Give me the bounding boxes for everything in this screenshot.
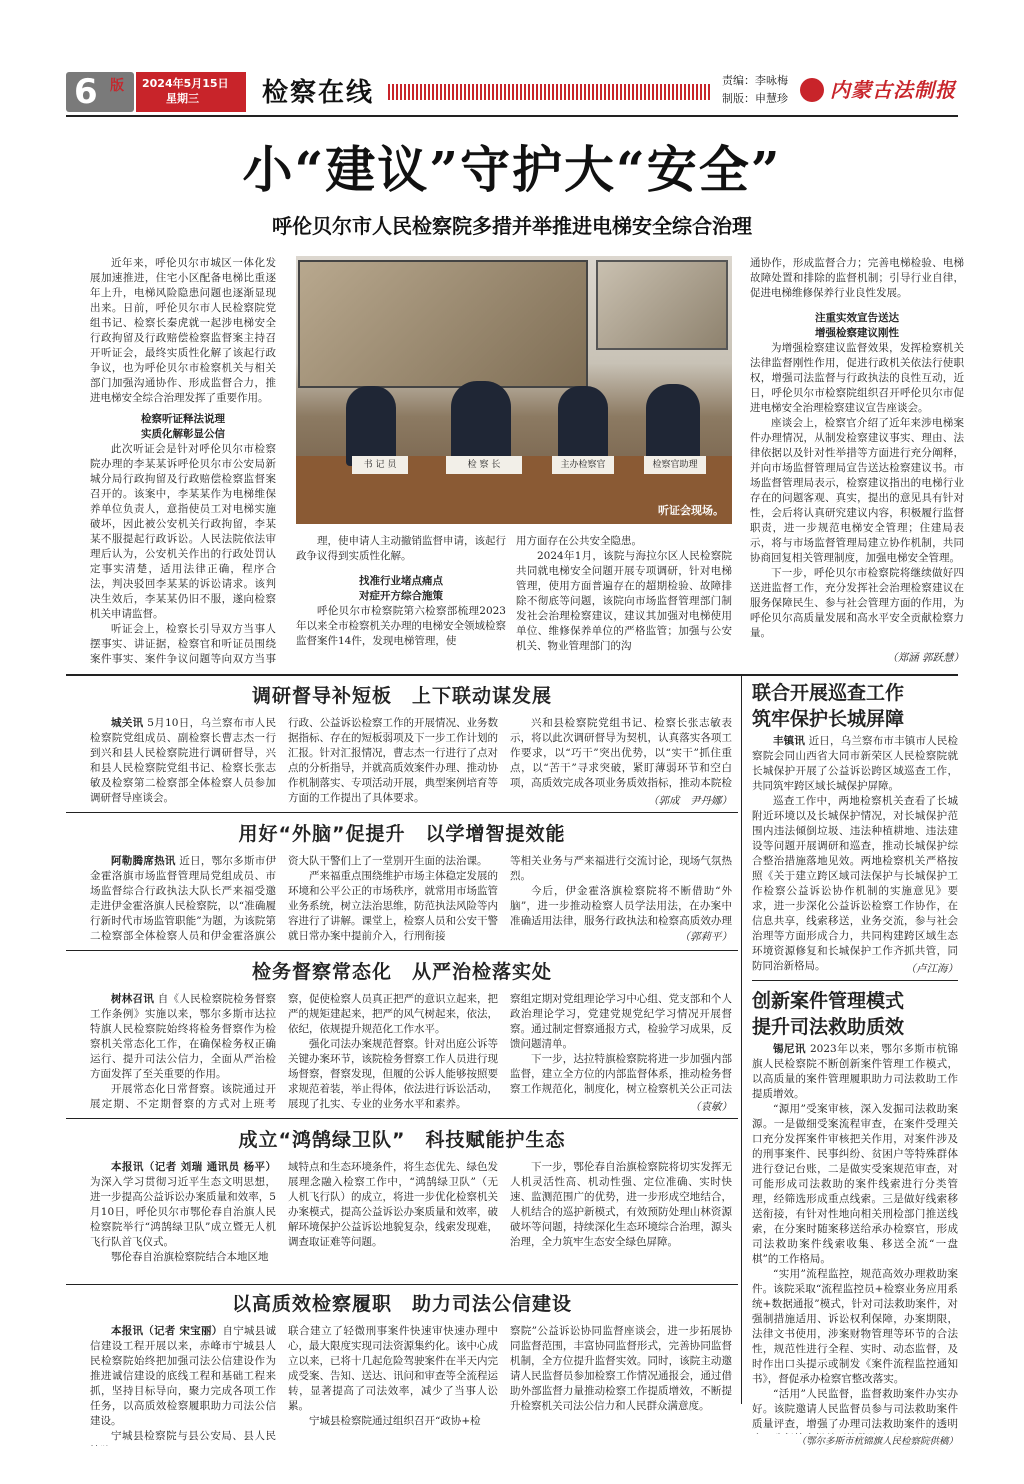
article-paragraph: 察，促使检察人员真正把严的意识立起来，把严的规矩建起来，把严的风气树起来，依法，依纪，依规提升规范化工作水平。 — [288, 993, 498, 1035]
photo-screen — [298, 260, 588, 388]
main-col-1 — [90, 256, 276, 666]
article-title: 用好“外脑”促提升 以学增智提效能 — [238, 823, 566, 845]
article-col — [288, 992, 498, 1112]
article-col — [510, 854, 732, 930]
issue-weekday: 星期三 — [166, 92, 199, 105]
article-byline: （袁敏） — [690, 1101, 732, 1113]
article-paragraph: 资大队干警们上了一堂别开生面的法治课。 — [288, 855, 488, 867]
article-paragraph — [90, 1324, 276, 1429]
article-col — [510, 716, 732, 792]
article-col — [288, 716, 498, 806]
nameplate: 检察官助理 — [644, 456, 706, 474]
header-stripe — [388, 84, 710, 100]
side-article-col — [752, 734, 958, 974]
side-article-byline: （卢江海） — [905, 963, 958, 975]
article-text: 为深入学习贯彻习近平生态文明思想，进一步提高公益诉讼办案质量和效率，5月10日，呼伦贝尔市鄂伦春自治旗人民检察院举行“鸿鹄绿卫队”成立暨无人机飞行队首飞仪式。 — [90, 1176, 276, 1248]
article-paragraph — [90, 992, 276, 1082]
article-paragraph: 宁城县检察院通过组织召开“政协+检 — [309, 1415, 481, 1427]
article-paragraph: 今后，伊金霍洛旗检察院将不断借助“外脑”，进一步推动检察人员学法用法，在办案中准确适用法律，服务行政执法和检察高质效办理 — [510, 885, 732, 927]
main-paragraph: 为增强检察建议监督效果，发挥检察机关法律监督刚性作用，促进行政机关依法行使职权，增强司法监督与行政执法的良性互动，近日，呼伦贝尔市检察院组织召开呼伦贝尔市促进电梯安全治理检察建议宣告座谈会。 — [750, 342, 964, 414]
producer-credit: 制版：申慧珍 — [722, 92, 788, 105]
side-article-title: 联合开展巡查工作 筑牢保护长城屏障 — [752, 682, 905, 730]
article-title: 以高质效检察履职 助力司法公信建设 — [231, 1293, 572, 1315]
article-title: 成立“鸿鹄绿卫队” 科技赋能护生态 — [238, 1129, 566, 1151]
article-paragraph: 宁城县检察院与县公安局、县人民 — [111, 1430, 276, 1442]
main-col-4 — [750, 256, 964, 651]
article-title: 调研督导补短板 上下联动谋发展 — [251, 685, 552, 707]
main-paragraph: 近年来，呼伦贝尔市城区一体化发展加速推进，住宅小区配备电梯比重逐年上升，电梯风险隐患问题也逐渐显现出来。日前，呼伦贝尔市人民检察院党组书记、检察长秦虎就一起涉电梯安全行政拘留及行政赔偿检察监督案主持召开听证会，最终实质性化解了该起行政争议，也为呼伦贝尔市检察机关与相关部门加强沟通协作、形成监督合力，推进电梯安全综合治理发挥了重要作用。 — [90, 257, 276, 404]
editor-credit: 责编：李咏梅 — [722, 74, 788, 87]
main-col-3 — [516, 534, 732, 666]
article-paragraph: 察组定期对党组理论学习中心组、党支部和个人政治理论学习，党建党规党纪学习情况开展督察。通过制定督察通报方式，检验学习成果，反馈问题清单。 — [510, 993, 732, 1050]
article-col — [90, 1324, 276, 1446]
article-paragraph: 联合建立了轻微刑事案件快速审快速办理中心，最大限度实现司法资源集约化。该中心成立以来，已将十几起危险驾驶案件在半天内完成受案、告知、送达、讯问和审查等全流程运转，显著提高了司法效率，减少了当事人讼累。 — [288, 1325, 498, 1412]
article-byline: （郭成 尹丹娜） — [648, 795, 732, 807]
main-paragraph: 下一步，呼伦贝尔市检察院将继续做好四送进监督工作，充分发挥社会治理检察建议在服务保障民生、参与社会管理方面的作用，为呼伦贝尔高质量发展和高水平安全贡献检察力量。 — [750, 567, 964, 639]
side-article-col — [752, 1042, 958, 1434]
page-label: 版 — [110, 78, 124, 94]
page-number: 6 — [74, 72, 98, 112]
page-number-badge — [66, 72, 134, 112]
article-paragraph — [752, 1042, 958, 1102]
article-paragraph: 下一步，达拉特旗检察院将进一步加强内部监督，建立全方位的内部监督体系，推动检务督察工作规范化，制度化，树立检察机关公正司法 — [510, 1053, 732, 1095]
main-subtitle: 呼伦贝尔市人民检察院多措并举推进电梯安全综合治理 — [272, 214, 752, 238]
article-paragraph — [90, 716, 276, 806]
nameplate: 检 察 长 — [446, 456, 522, 474]
header-editors — [722, 72, 788, 108]
article-col — [288, 854, 498, 944]
article-lead: 锡尼讯 — [773, 1043, 807, 1055]
article-paragraph: 严来福重点围绕维护市场主体稳定发展的环境和公平公正的市场秩序，就常用市场监管业务系统，树立法治思维，防范执法风险等内容进行了讲解。课堂上，检察人员和公安干警就日常办案中提前介入，行刑衔接 — [288, 870, 498, 942]
article-col — [510, 1324, 732, 1446]
article-text: 近日，鄂尔多斯市伊金霍洛旗市场监督管理局党组成员、市场监督综合行政执法大队长严来福受邀走进伊金霍洛旗人民检察院，以“准确履行新时代市场监管职能”为题，为该院第二检察部全体检察人员和伊金霍洛旗公 — [90, 855, 276, 942]
photo-person — [646, 384, 700, 466]
header-rule — [66, 115, 958, 117]
article-paragraph — [90, 1160, 276, 1250]
article-paragraph: 兴和县检察院党组书记、检察长张志敏表示，将以此次调研督导为契机，认真落实各项工作要求，以“巧干”突出优势，以“实干”抓住重点，以“苦干”寻求突破，紧盯薄弱环节和空白项，高质效完成各项业务质效指标，推动本院检 — [510, 717, 732, 789]
article-col — [90, 1160, 276, 1280]
nameplate: 主办检察官 — [552, 456, 614, 474]
photo-person — [558, 386, 608, 466]
article-lead: 本报讯（记者 刘瑞 通讯员 杨平） — [111, 1161, 276, 1173]
paper-name: 内蒙古法制报 — [830, 78, 956, 102]
article-col — [288, 1324, 498, 1446]
article-lead: 树林召讯 — [111, 993, 155, 1005]
article-paragraph: 行政、公益诉讼检察工作的开展情况、业务数据指标、存在的短板弱项及下一步工作计划的汇报。针对汇报情况，曹志杰一行进行了点对点的分析指导，并就高质效案件办理、推动协作机制落实、专项活动开展，典型案例培育等方面的工作提出了具体要求。 — [288, 717, 498, 804]
article-paragraph: “实用”流程监控，规范高效办理救助案件。该院采取“流程监控员+检察业务应用系统+数据通报”模式，针对司法救助案件，对强制措施适用、诉讼权利保障，办案期限，法律文书使用，涉案财物管理等环节的合法性，规范性进行全程、实时、动态监督，及时作出口头提示或制发《案件流程监控通知书》，督促承办检察官整改落实。 — [752, 1268, 958, 1385]
article-text: 2023年以来，鄂尔多斯市杭锦旗人民检察院不断创新案件管理工作模式，以高质量的案件管理履职助力司法救助工作提质增效。 — [752, 1043, 958, 1100]
main-col-2 — [296, 534, 506, 666]
article-paragraph: “活用”人民监督，监督救助案件办实办好。该院邀请人民监督员参与司法救助案件质量评查，增强了办理司法救助案件的透明 — [752, 1388, 958, 1430]
logo-mark-icon — [800, 78, 824, 102]
article-col — [90, 854, 276, 944]
photo-person — [451, 381, 511, 466]
article-paragraph — [752, 734, 958, 794]
nameplate: 书 记 员 — [352, 456, 408, 474]
date-box — [136, 72, 246, 112]
section-title: 检察在线 — [262, 78, 375, 108]
article-lead: 本报讯（记者 宋宝丽） — [111, 1325, 223, 1337]
subheading: 增强检察建议刚性 — [815, 327, 899, 339]
article-paragraph: 鄂伦春自治旗检察院结合本地区地 — [111, 1251, 269, 1263]
main-headline: 小“建议”守护大“安全” — [242, 140, 782, 199]
article-paragraph: 域特点和生态环境条件，将生态优先、绿色发展理念融入检察工作中，“鸿鹄绿卫队”（无人机飞行队）的成立，将进一步优化检察机关办案模式，提高公益诉讼办案质量和效率，破解环境保护公益诉讼地貌复杂，线索发现难，调查取证难等问题。 — [288, 1161, 498, 1248]
article-text: 自《人民检察院检务督察工作条例》实施以来，鄂尔多斯市达拉特旗人民检察院始终将检务督察作为检察机关常态化工作，在确保检务权正确运行、提升司法公信力，全面从严治检方面发挥了至关重要的作用。 — [90, 993, 276, 1080]
article-col — [510, 992, 732, 1098]
article-text: 自宁城县诚信建设工程开展以来，赤峰市宁城县人民检察院始终把加强司法公信建设作为推进诚信建设的底线工程和基础工程来抓，坚持目标导向，聚力完成各项工作任务，以高质效检察履职助力司法公信建设。 — [90, 1325, 276, 1427]
article-paragraph: 强化司法办案规范督察。针对出庭公诉等关键办案环节，该院检务督察工作人员进行现场督察，督察发现，但履的公诉人能够按照要求规范着装，举止得体，依法进行诉讼活动，展现了扎实、专业的业务水平和素养。 — [288, 1038, 498, 1110]
article-text: 5月10日，乌兰察布市人民检察院党组成员、副检察长曹志杰一行到兴和县人民检察院进行调研督导，兴和县人民检察院党组书记、检察长张志敏及检察第二检察部全体检察人员参加调研督导座谈会。 — [90, 717, 276, 804]
photo-person — [346, 386, 396, 466]
subheading: 检察听证释法说理 — [141, 413, 225, 425]
column-divider — [741, 676, 742, 1404]
paper-logo — [800, 72, 960, 108]
main-paragraph: 座谈会上，检察官介绍了近年来涉电梯案件办理情况，从制发检察建议事实、理由、法律依据以及针对性举措等方面进行充分阐释，并向市场监督管理局宣告送达检察建议书。市场监督管理局表示，检察建议指出的电梯行业存在的问题客观、真实，提出的意见具有针对性，会后将认真研究建议内容，积极履行监督职责，进一步规范电梯安全管理；住建局表示，将与市场监督管理局建立协作机制，共同协商回复相关管理制度，加强电梯安全管理。 — [750, 417, 964, 564]
article-rule — [752, 980, 958, 981]
article-text: 近日，乌兰察布市丰镇市人民检察院会同山西省大同市新荣区人民检察院就长城保护开展了公益诉讼跨区域巡查工作，共同筑牢跨区域长城保护屏障。 — [752, 735, 958, 792]
article-col — [288, 1160, 498, 1280]
article-lead: 阿勒腾席热讯 — [111, 855, 176, 867]
main-paragraph: 通协作，形成监督合力；完善电梯检验、电梯故障处置和排除的监督机制；引导行业自律，促进电梯维修保养行业良性发展。 — [750, 257, 964, 299]
article-paragraph: 察院”公益诉讼协同监督座谈会，进一步拓展协同监督范围，丰富协同监督形式，完善协同监督机制，全方位提升监督实效。同时，该院主动邀请人民监督员参加检察工作情况通报会，通过借助外部监督力量推动检察工作提质增效，不断提升检察机关司法公信力和人民群众满意度。 — [510, 1325, 732, 1412]
section-rule — [66, 674, 958, 676]
article-byline: （郭莉平） — [679, 931, 732, 943]
subheading: 实质化解彰显公信 — [141, 428, 225, 440]
article-paragraph: 下一步，鄂伦春自治旗检察院将切实发挥无人机灵活性高、机动性强、定位准确、实时快速、监测范围广的优势，进一步形成空地结合，人机结合的巡护新模式，有效预防处理山林资源破坏等问题，持续深化生态环境综合治理，源头治理，全力筑牢生态安全绿色屏障。 — [510, 1161, 732, 1248]
subheading: 注重实效宣告送达 — [815, 312, 899, 324]
article-lead: 丰镇讯 — [773, 735, 806, 747]
article-col — [90, 716, 276, 806]
main-byline: （郑涵 郭跃慧） — [887, 652, 964, 664]
hearing-photo — [296, 256, 732, 524]
main-paragraph: 听证会上，检察长引导双方当事人摆事实、讲证据，检察官和听证员围绕案件事实、案件争议问题等向双方当事 — [90, 623, 276, 665]
article-col — [510, 1160, 732, 1280]
article-paragraph — [90, 854, 276, 944]
subheading: 对症开方综合施策 — [359, 590, 443, 602]
main-paragraph: 2024年1月，该院与海拉尔区人民检察院共同就电梯安全问题开展专项调研，针对电梯管理，使用方面普遍存在的超期检验、故障排除不彻底等问题，该院向市场监督管理部门制发社会治理检察建议，建议其加强对电梯使用单位、维修保养单位的严格监管；加强与公安机关、物业管理部门的沟 — [516, 550, 732, 652]
article-rule — [66, 1284, 738, 1285]
article-paragraph: 巡查工作中，两地检察机关查看了长城附近环境以及长城保护情况，对长城保护范围内违法倾倒垃圾、违法种植耕地、违法建设等问题开展调研和巡查，推动长城保护综合整治措施落地见效。两地检察机关严格按照《关于建立跨区域司法保护与长城保护工作检察公益诉讼协作机制的实施意见》要求，进一步深化公益诉讼检察工作协作，在信息共享，线索移送，业务交流，参与社会治理等方面形成合力，共同构建跨区域生态环境资源修复和长城保护工作齐抓共管，同防同治新格局。 — [752, 795, 958, 972]
photo-screen-right — [596, 260, 728, 350]
photo-caption: 听证会现场。 — [658, 504, 724, 517]
article-rule — [66, 1118, 738, 1119]
main-paragraph: 理，使申请人主动撤销监督申请，该起行政争议得到实质性化解。 — [296, 535, 506, 562]
side-article-byline: （鄂尔多斯市杭锦旗人民检察院供稿） — [796, 1436, 958, 1447]
article-title: 检务督察常态化 从严治检落实处 — [251, 961, 552, 983]
main-paragraph: 此次听证会是针对呼伦贝尔市检察院办理的李某某诉呼伦贝尔市公安局新城分局行政拘留及行政赔偿检察监督案召开的。该案中，李某某作为电梯维保养单位负责人，意指使员工对电梯实施破坏，因此被公安机关行政拘留，李某某不服提起行政诉讼。人民法院依法审理后认为，公安机关作出的行政处罚认定事实清楚，适用法律正确，程序合法，判决驳回李某某的诉讼请求。该判决生效后，李某某仍旧不服，遂向检察机关申请监督。 — [90, 443, 276, 620]
article-paragraph: 等相关业务与严来福进行交流讨论，现场气氛热烈。 — [510, 855, 732, 882]
article-rule — [66, 950, 738, 951]
main-paragraph: 用方面存在公共安全隐患。 — [516, 535, 642, 547]
article-col — [90, 992, 276, 1112]
issue-date: 2024年5月15日 — [142, 77, 229, 90]
article-rule — [66, 812, 738, 813]
article-paragraph: “源用”受案审核，深入发掘司法救助案源。一是做细受案流程审查，在案件受理关口充分发挥案件审核把关作用，对案件涉及的刑事案件、民事纠纷、贫困户等特殊群体进行登记台账，二是做实受案规范审查，对可能形成司法救助的案件线索进行分类管理，经筛选形成重点线索。三是做好线索移送衔接，有针对性地向相关刑检部门推送线索，在分案时随案移送给承办检察官，形成司法救助案件线索收集、移送全流“一盘棋”的工作格局。 — [752, 1103, 958, 1265]
article-lead: 城关讯 — [111, 717, 144, 729]
side-article-title: 创新案件管理模式 提升司法救助质效 — [752, 990, 905, 1038]
article-paragraph: 开展常态化日常督察。该院通过开展定期、不定期督察的方式对上班考 — [90, 1083, 276, 1110]
main-paragraph: 呼伦贝尔市检察院第六检察部梳理2023年以来全市检察机关办理的电梯安全领域检察监督案件14件，发现电梯管理，使 — [296, 605, 506, 647]
subheading: 找准行业堵点痛点 — [359, 575, 443, 587]
